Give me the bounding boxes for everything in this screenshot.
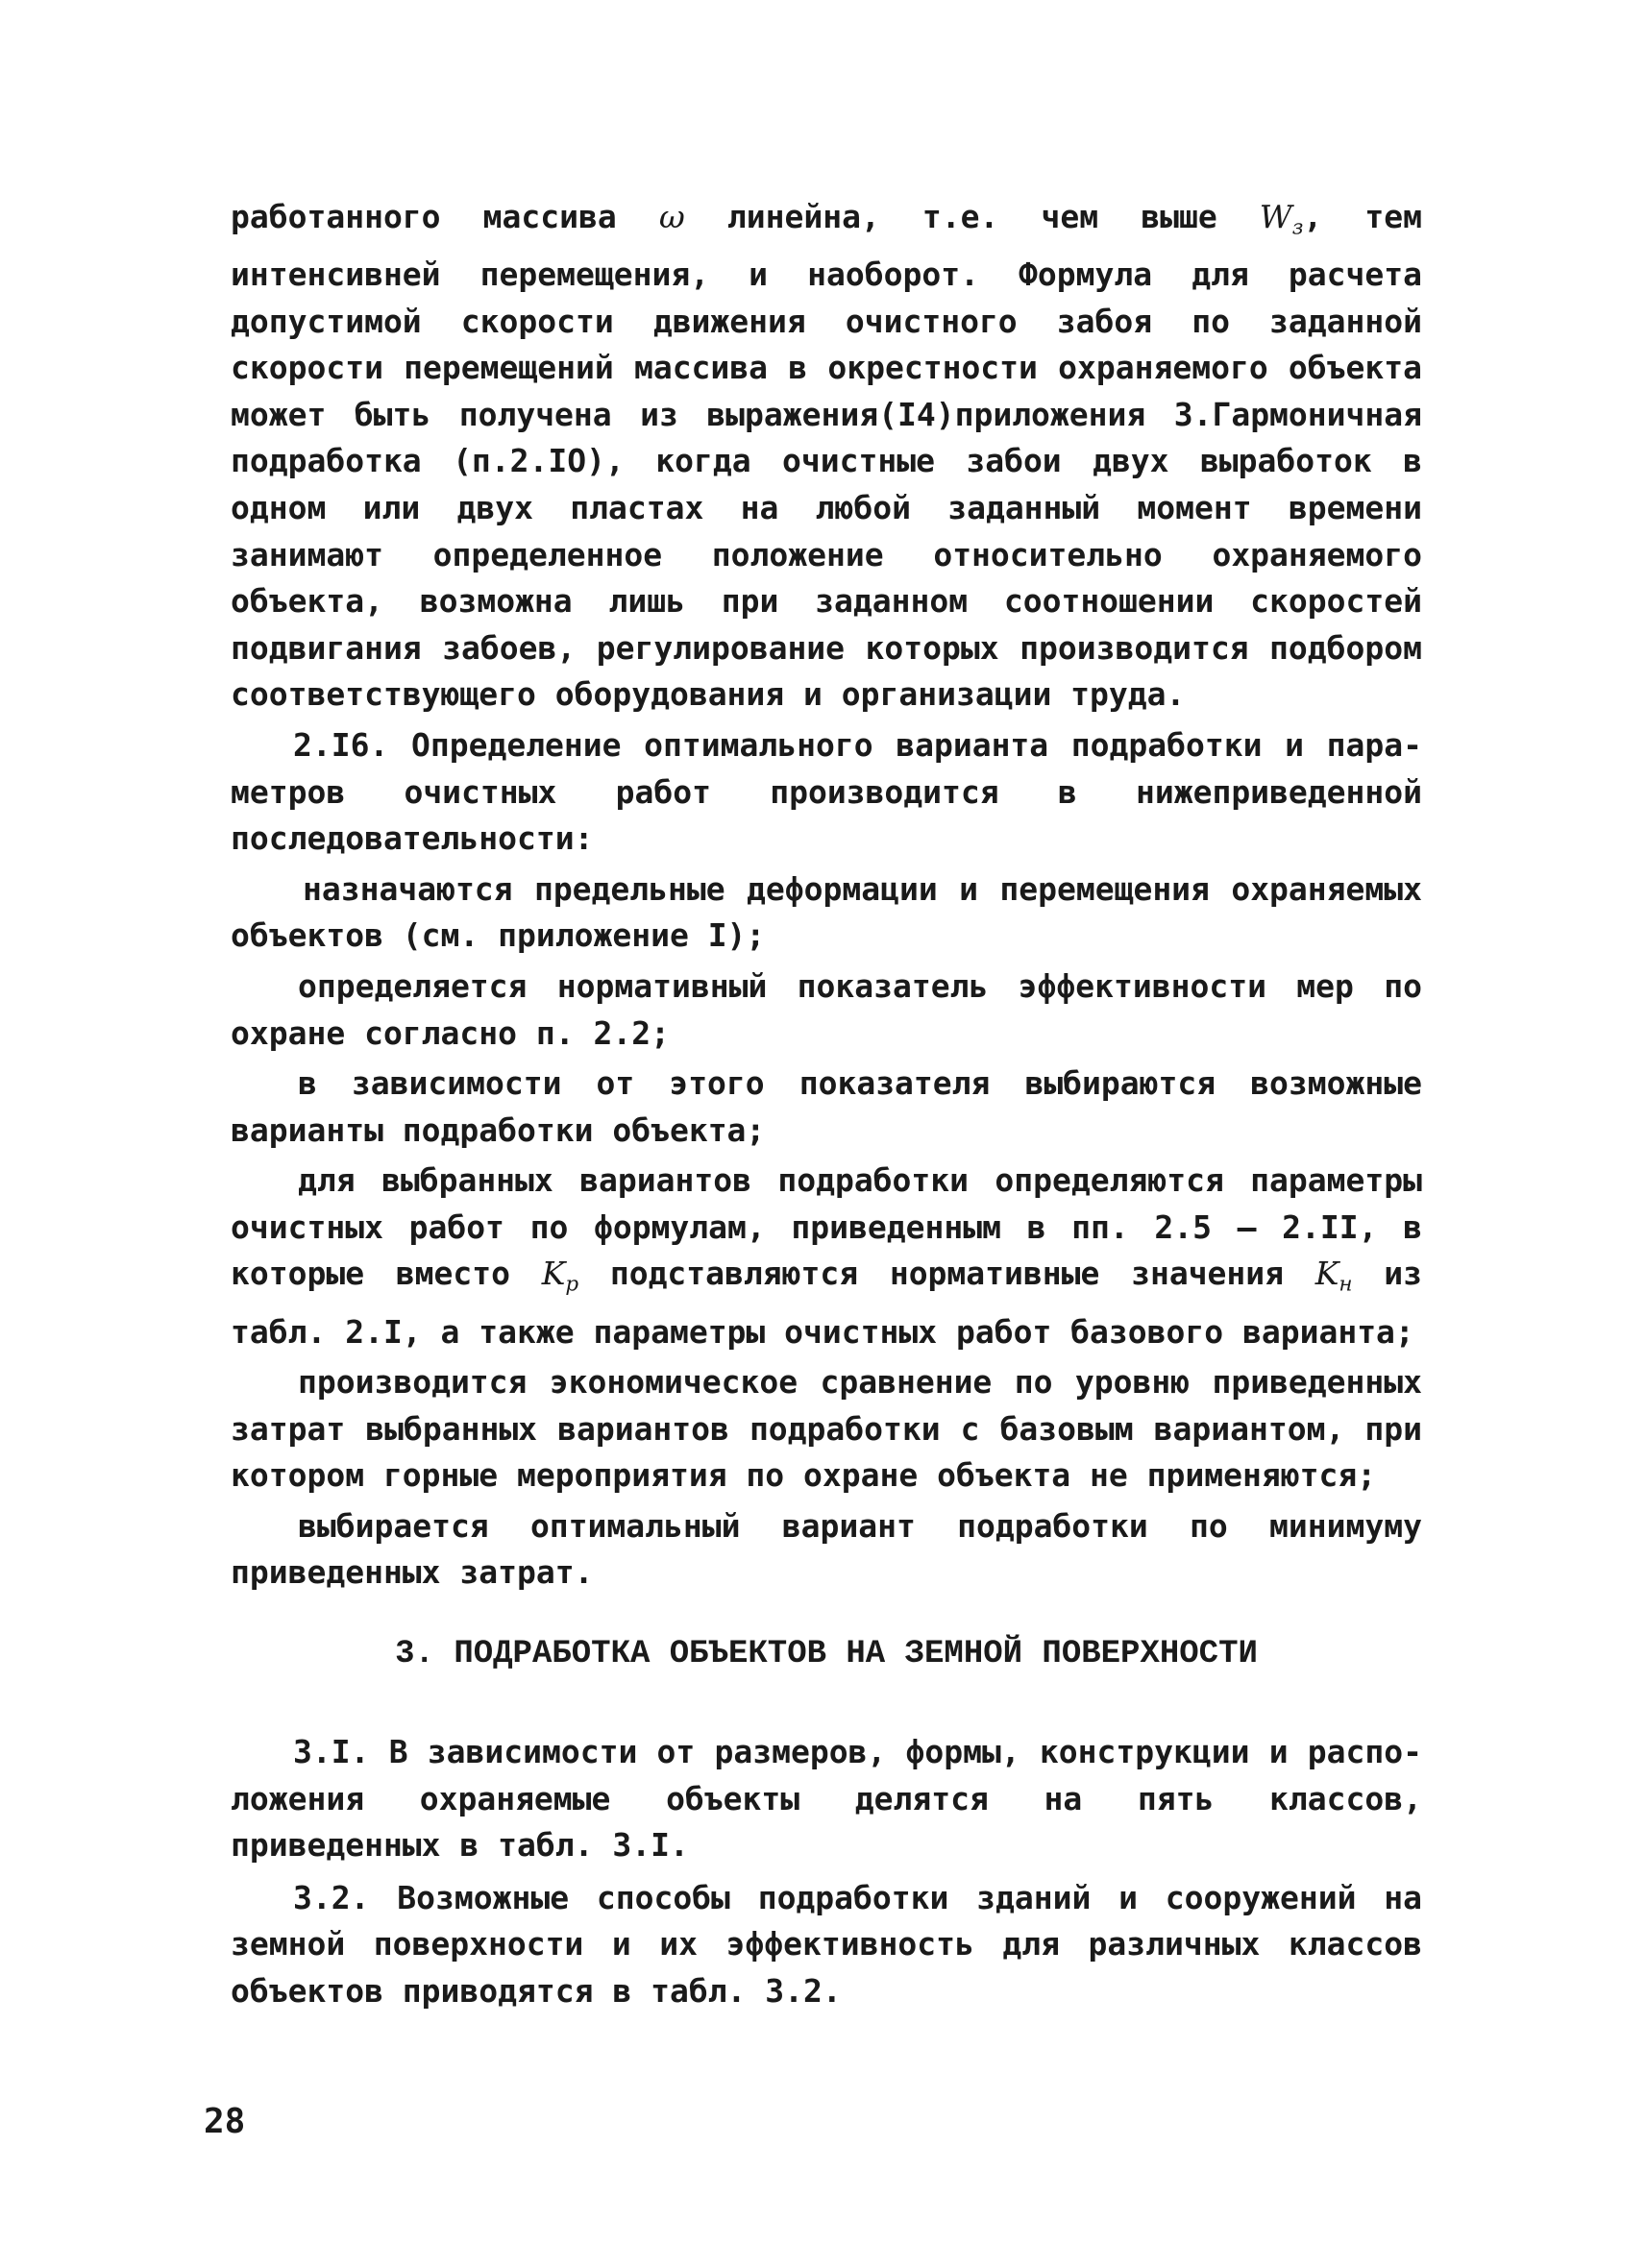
paragraph-continuation: работанного массива ω линейна, т.е. чем выше $W_з$, тем интенсивней перемещения, и наоборот. Формула для расчета допустимой скорости движения очистного забоя по заданной скорости перемещений массива в окрестности охраняемого объекта может быть получена из выражения(I4)приложения 3.Гармоничная подработка (п.2.IO), когда очистные забои двух выработок в одном или двух пластах на любой заданный момент времени занимают определенное положение относительно охраняемого объекта, возможна лишь при заданном соотношении скоростей подвигания забоев, регулирование которых производится подбором соответствующего оборудования и организации труда. bbox=[231, 198, 1423, 714]
list-item-limits: назначаются предельные деформации и перемещения охраняемых объектов (см. приложение I); bbox=[231, 869, 1422, 955]
paragraph-2-16: 2.I6. Определение оптимального варианта подработки и параметров очистных работ производится в нижеприведенной последовательности: bbox=[231, 725, 1422, 858]
paragraph-3-1: 3.I. В зависимости от размеров, формы, конструкции и расположения охраняемые объекты делятся на пять классов, приведенных в табл. 3.I. bbox=[231, 1733, 1422, 1865]
omega-symbol: ω bbox=[658, 198, 685, 235]
list-item-parameters: для выбранных вариантов подработки определяются параметры очистных работ по формулам, приведенным в пп. 2.5 – 2.II, в которые вместо $K_р$ подставляются нормативные значения $K_н$ из табл. 2.I, а также параметры очистных работ базового варианта; bbox=[231, 1161, 1422, 1351]
w-symbol: $W_з$ bbox=[1259, 198, 1304, 240]
list-item-comparison: производится экономическое сравнение по уровню приведенных затрат выбранных вариантов подработки с базовым вариантом, при котором горные мероприятия по охране объекта не применяются; bbox=[231, 1363, 1422, 1495]
body-text-upper bbox=[231, 194, 1422, 1597]
paragraph-3-2: 3.2. Возможные способы подработки зданий и сооружений на земной поверхности и их эффективность для различных классов объектов приводятся в табл. 3.2. bbox=[231, 1878, 1422, 2010]
body-text-section-3 bbox=[231, 1729, 1422, 2015]
kp-symbol: $K_р$ bbox=[541, 1255, 579, 1297]
section-3-heading: 3. ПОДРАБОТКА ОБЪЕКТОВ НА ЗЕМНОЙ ПОВЕРХНОСТИ bbox=[395, 1636, 1258, 1672]
kn-symbol: $K_н$ bbox=[1314, 1255, 1353, 1297]
list-item-indicator: определяется нормативный показатель эффективности мер по охране согласно п. 2.2; bbox=[231, 966, 1422, 1052]
page-number: 28 bbox=[204, 2102, 246, 2141]
list-item-optimal: выбирается оптимальный вариант подработки по минимуму приведенных затрат. bbox=[231, 1506, 1422, 1592]
list-item-variants: в зависимости от этого показателя выбираются возможные варианты подработки объекта; bbox=[231, 1064, 1422, 1149]
